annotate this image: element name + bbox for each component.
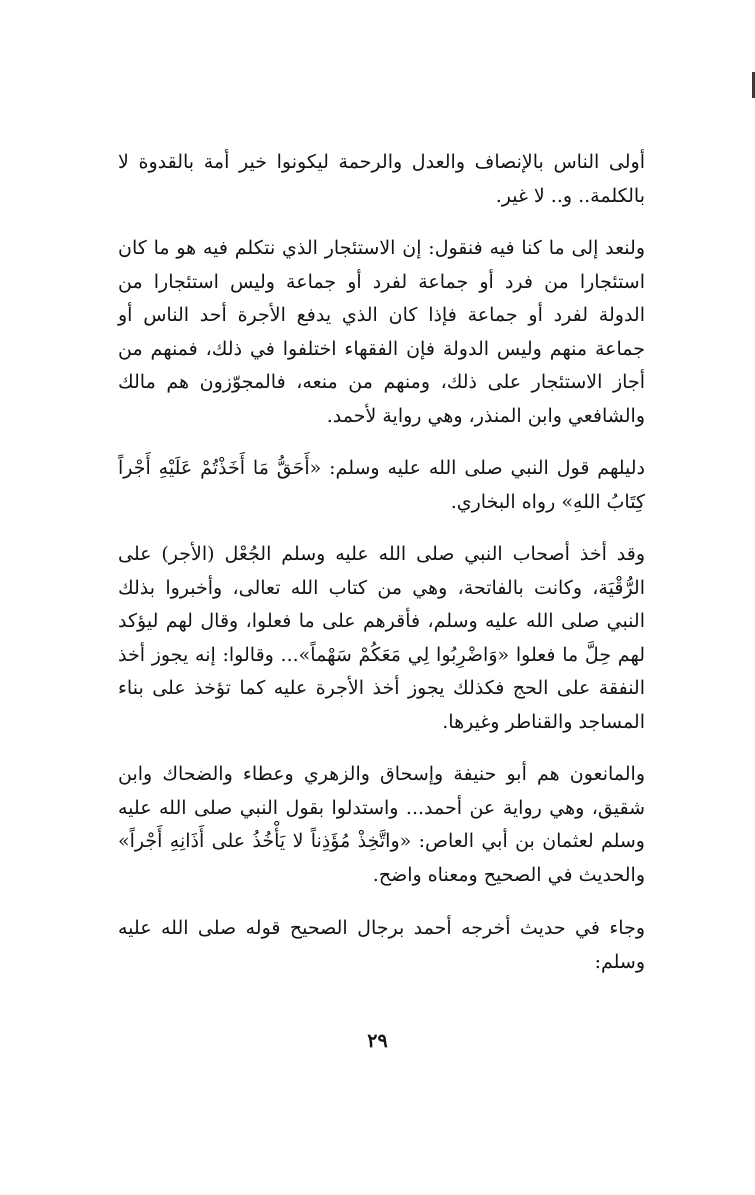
- paragraph-hadith-lead: وجاء في حديث أخرجه أحمد برجال الصحيح قوله صلى الله عليه وسلم:: [118, 917, 645, 973]
- page-number: ٢٩: [367, 1030, 388, 1052]
- paragraph-forbidders: والمانعون هم أبو حنيفة وإسحاق والزهري وعطاء والضحاك وابن شقيق، وهي رواية عن أحمد... واستدلوا بقول النبي صلى الله عليه وسلم لعثمان بن أبي العاص: «واتَّخِذْ مُؤَذِناً لا يَأْخُذُ على أَذَانِهِ أَجْراً» والحديث في الصحيح ومعناه واضح.: [118, 763, 645, 886]
- paragraph-continuation: أولى الناس بالإنصاف والعدل والرحمة ليكونوا خير أمة بالقدوة لا بالكلمة.. و.. لا غير.: [118, 151, 645, 207]
- paragraph-companions-ruqya: وقد أخذ أصحاب النبي صلى الله عليه وسلم الجُعْل (الأجر) على الرُّقْيَة، وكانت بالفاتحة، وهي من كتاب الله تعالى، وأخبروا بذلك النبي صلى الله عليه وسلم، فأقرهم على ما فعلوا، وقال لهم ليؤكد لهم حِلَّ ما فعلوا «وَاضْرِبُوا لِي مَعَكُمْ سَهْماً»... وقالوا: إنه يجوز أخذ النفقة على الحج فكذلك يجوز أخذ الأجرة عليه كما تؤخذ على بناء المساجد والقناطر وغيرها.: [118, 543, 645, 733]
- paragraph-permitters-evidence: دليلهم قول النبي صلى الله عليه وسلم: «أَحَقُّ مَا أَخَذْتُمْ عَلَيْهِ أَجْراً كِتَابُ اللهِ» رواه البخاري.: [118, 457, 645, 513]
- text-column: [118, 146, 645, 979]
- paragraph-leasing-discussion: ولنعد إلى ما كنا فيه فنقول: إن الاستئجار الذي نتكلم فيه هو ما كان استئجارا من فرد أو جماعة لفرد أو جماعة وليس استئجارا من الدولة لفرد أو جماعة فإذا كان الذي يدفع الأجرة أحد الناس أو جماعة منهم وليس الدولة فإن الفقهاء اختلفوا في ذلك، فمنهم من أجاز الاستئجار على ذلك، ومنهم من منعه، فالمجوّزون هم مالك والشافعي وابن المنذر، وهي رواية لأحمد.: [118, 237, 645, 427]
